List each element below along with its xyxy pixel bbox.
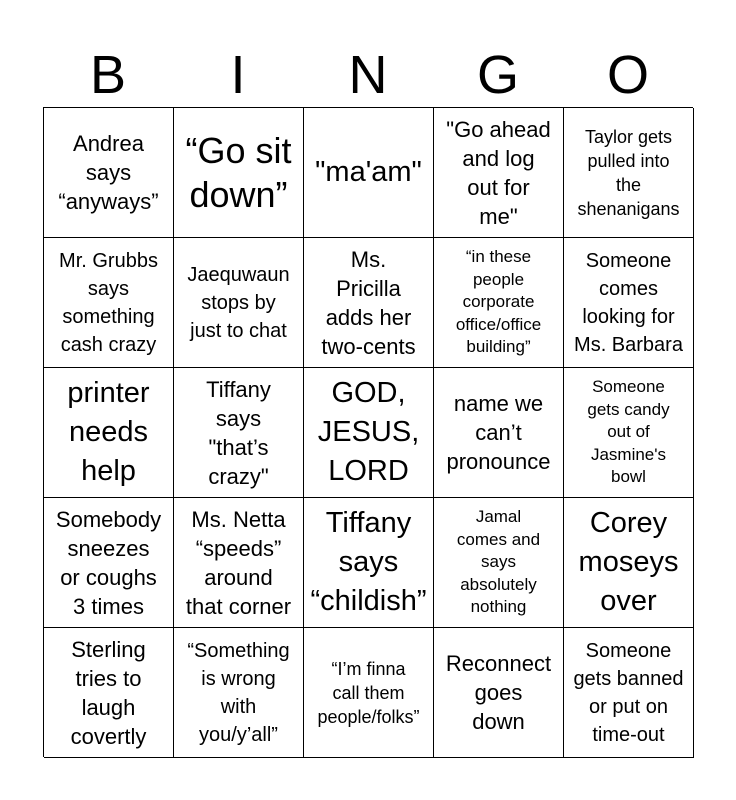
bingo-cell[interactable] (434, 238, 564, 368)
bingo-board (43, 107, 693, 757)
bingo-cell[interactable] (174, 238, 304, 368)
bingo-cell[interactable] (304, 628, 434, 758)
cell-text: Ms. Netta “speeds” around that corner (185, 506, 292, 619)
cell-text: Someone gets banned or put on time-out (573, 639, 684, 746)
bingo-cell[interactable] (174, 368, 304, 498)
cell-text: “Go sit down” (185, 129, 292, 215)
bingo-cell[interactable] (304, 108, 434, 238)
bingo-cell[interactable] (434, 498, 564, 628)
bingo-cell[interactable] (304, 368, 434, 498)
header-letter-n: N (348, 45, 388, 105)
bingo-cell[interactable] (44, 498, 174, 628)
cell-text: Somebody sneezes or coughs 3 times (55, 506, 162, 619)
cell-text: Corey moseys over (578, 507, 679, 617)
bingo-cell[interactable] (44, 628, 174, 758)
cell-text: name we can’t pronounce (446, 391, 551, 474)
bingo-cell[interactable] (434, 368, 564, 498)
bingo-cell[interactable] (564, 368, 694, 498)
cell-text: "Go ahead and log out for me" (446, 116, 551, 229)
bingo-cell[interactable] (174, 498, 304, 628)
bingo-cell[interactable] (44, 368, 174, 498)
bingo-header (43, 44, 693, 106)
header-letter-i: I (230, 45, 246, 105)
cell-text: Sterling tries to laugh covertly (70, 636, 147, 749)
cell-text: Tiffany says “childish” (310, 507, 427, 617)
cell-text: "ma'am" (315, 156, 422, 188)
bingo-cell[interactable] (174, 628, 304, 758)
cell-text: Tiffany says "that’s crazy" (206, 376, 271, 489)
header-letter-g: G (476, 45, 519, 105)
bingo-cell[interactable] (304, 498, 434, 628)
cell-text: Reconnect goes down (445, 651, 552, 734)
cell-text: Someone gets candy out of Jasmine's bowl (587, 377, 670, 487)
bingo-cell[interactable] (304, 238, 434, 368)
cell-text: Taylor gets pulled into the shenanigans (577, 126, 680, 219)
header-letter-o: O (606, 45, 649, 105)
bingo-cell[interactable] (44, 108, 174, 238)
cell-text: Mr. Grubbs says something cash crazy (59, 249, 158, 356)
cell-text: printer needs help (67, 377, 150, 487)
cell-text: Someone comes looking for Ms. Barbara (574, 249, 683, 356)
bingo-cell[interactable] (564, 628, 694, 758)
bingo-cell[interactable] (564, 498, 694, 628)
header-letter-b: B (89, 45, 127, 105)
bingo-cell[interactable] (564, 238, 694, 368)
bingo-cell[interactable] (174, 108, 304, 238)
bingo-cell[interactable] (44, 238, 174, 368)
cell-text: Jaequwaun stops by just to chat (187, 263, 290, 342)
bingo-cell[interactable] (564, 108, 694, 238)
cell-text: Andrea says “anyways” (58, 131, 159, 214)
cell-text: GOD, JESUS, LORD (317, 377, 420, 487)
bingo-cell[interactable] (434, 628, 564, 758)
cell-text: Jamal comes and says absolutely nothing (456, 507, 541, 617)
bingo-cell[interactable] (434, 108, 564, 238)
cell-text: “in these people corporate office/office building” (455, 247, 542, 357)
cell-text: “I’m finna call them people/folks” (317, 658, 420, 727)
cell-text: “Something is wrong with you/y’all” (187, 639, 290, 746)
cell-text: Ms. Pricilla adds her two-cents (321, 246, 416, 359)
